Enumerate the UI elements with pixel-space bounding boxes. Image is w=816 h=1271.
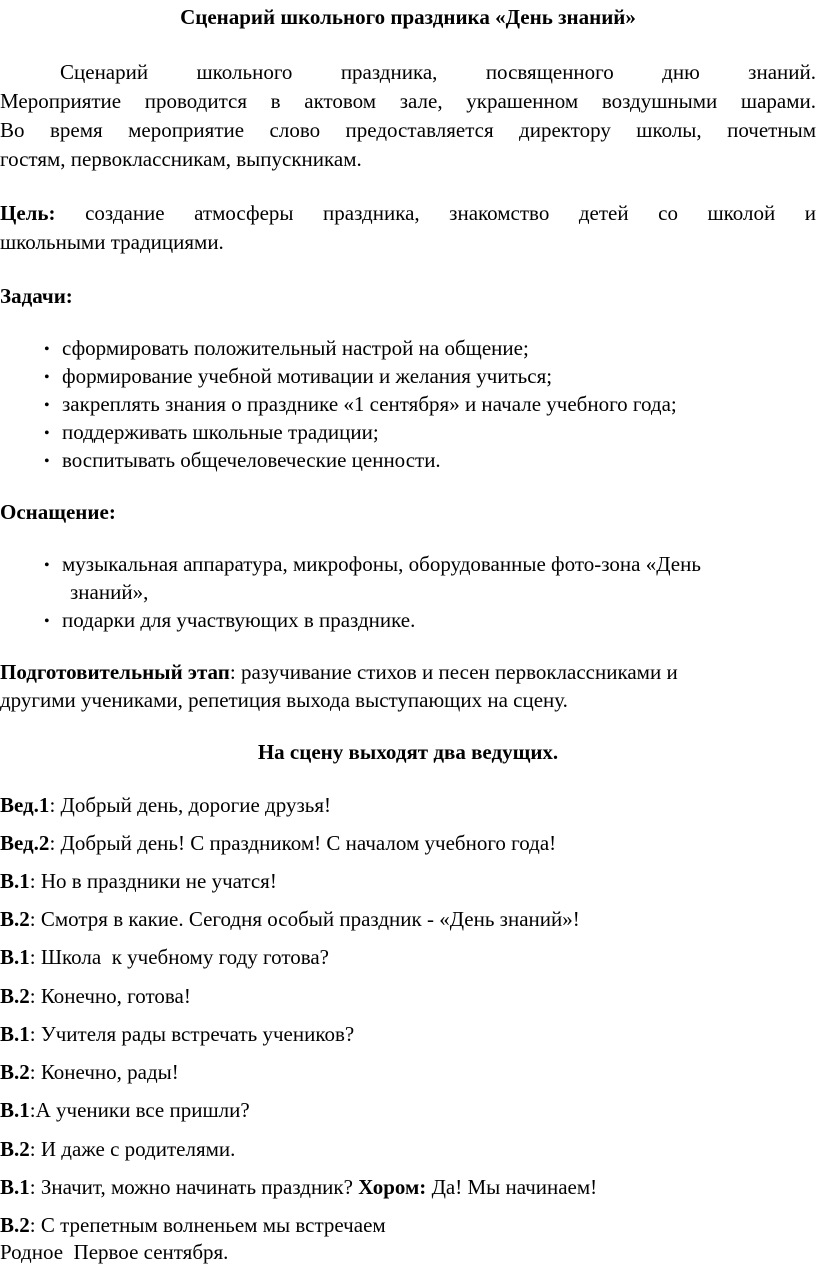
stage-heading: На сцену выходят два ведущих. — [257, 740, 559, 764]
task-item-4: поддерживать школьные традиции; — [62, 420, 379, 444]
speaker-label: В.2 — [0, 1137, 30, 1161]
goal-line-2: школьными традициями. — [0, 230, 224, 254]
dialogue-line — [0, 1096, 250, 1124]
dialogue-text: : И даже с родителями. — [29, 1137, 236, 1161]
equipment-item-1-line-2: знаний», — [70, 580, 149, 604]
dialogue-line — [0, 905, 580, 933]
speaker-label: Вед.2 — [0, 831, 50, 855]
dialogue-text: : Но в праздники не учатся! — [29, 869, 277, 893]
prep-line-2: другими учениками, репетиция выхода выступающих на сцену. — [0, 688, 568, 712]
goal-label: Цель: — [0, 201, 56, 225]
bullet-icon: • — [44, 613, 50, 630]
poem-line: Родное Первое сентября. — [0, 1240, 229, 1264]
intro-line-1: Сценарий школьного праздника, посвященного дню знаний. — [60, 60, 816, 84]
prep-text-1: : разучивание стихов и песен первоклассниками и — [229, 660, 678, 684]
task-item-1: сформировать положительный настрой на общение; — [62, 336, 529, 360]
task-item-5: воспитывать общечеловеческие ценности. — [62, 448, 441, 472]
speaker-label: В.2 — [0, 1060, 30, 1084]
dialogue-text: : С трепетным волненьем мы встречаем — [29, 1213, 386, 1237]
dialogue-text: : Конечно, рады! — [29, 1060, 179, 1084]
task-item-3: закреплять знания о празднике «1 сентября» и начале учебного года; — [62, 392, 677, 416]
goal-line-1 — [0, 199, 816, 227]
dialogue-text: :А ученики все пришли? — [29, 1098, 250, 1122]
bullet-icon: • — [44, 557, 50, 574]
equipment-item-2: подарки для участвующих в празднике. — [62, 608, 416, 632]
bullet-icon: • — [44, 453, 50, 470]
dialogue-text: : Значит, можно начинать праздник? — [29, 1175, 359, 1199]
prep-line-1 — [0, 658, 678, 686]
speaker-label: В.1 — [0, 869, 30, 893]
dialogue-text: : Школа к учебному году готова? — [29, 945, 330, 969]
dialogue-line — [0, 943, 329, 971]
dialogue-line — [0, 1211, 386, 1239]
intro-line-2: Мероприятие проводится в актовом зале, украшенном воздушными шарами. — [0, 89, 816, 113]
dialogue-text: : Учителя рады встречать учеников? — [29, 1022, 355, 1046]
tasks-label: Задачи: — [0, 284, 73, 308]
intro-line-3: Во время мероприятие слово предоставляется директору школы, почетным — [0, 118, 816, 142]
speaker-label: В.1 — [0, 945, 30, 969]
dialogue-line — [0, 1173, 597, 1201]
chorus-label: Хором: — [358, 1175, 427, 1199]
equipment-item-1-line-1: музыкальная аппаратура, микрофоны, оборудованные фото-зона «День — [62, 552, 701, 576]
bullet-icon: • — [44, 397, 50, 414]
speaker-label: В.1 — [0, 1175, 30, 1199]
bullet-icon: • — [44, 369, 50, 386]
dialogue-line — [0, 829, 556, 857]
speaker-label: В.2 — [0, 984, 30, 1008]
dialogue-text: : Конечно, готова! — [29, 984, 191, 1008]
speaker-label: В.2 — [0, 1213, 30, 1237]
bullet-icon: • — [44, 341, 50, 358]
dialogue-line — [0, 1135, 235, 1163]
document-title: Сценарий школьного праздника «День знаний» — [180, 5, 636, 29]
dialogue-line — [0, 982, 191, 1010]
dialogue-line — [0, 1020, 354, 1048]
intro-line-4: гостям, первоклассникам, выпускникам. — [0, 147, 362, 171]
dialogue-text: : Добрый день, дорогие друзья! — [49, 793, 331, 817]
equipment-label: Оснащение: — [0, 500, 116, 524]
speaker-label: В.1 — [0, 1022, 30, 1046]
dialogue-line — [0, 1058, 179, 1086]
goal-text-1: создание атмосферы праздника, знакомство детей со школой и — [85, 201, 816, 225]
speaker-label: В.2 — [0, 907, 30, 931]
dialogue-line — [0, 867, 277, 895]
prep-label: Подготовительный этап — [0, 660, 230, 684]
bullet-icon: • — [44, 425, 50, 442]
dialogue-text: : Смотря в какие. Сегодня особый праздник - «День знаний»! — [29, 907, 580, 931]
task-item-2: формирование учебной мотивации и желания учиться; — [62, 364, 553, 388]
speaker-label: Вед.1 — [0, 793, 50, 817]
speaker-label: В.1 — [0, 1098, 30, 1122]
chorus-text: Да! Мы начинаем! — [426, 1175, 598, 1199]
dialogue-text: : Добрый день! С праздником! С началом учебного года! — [49, 831, 557, 855]
dialogue-line — [0, 791, 331, 819]
